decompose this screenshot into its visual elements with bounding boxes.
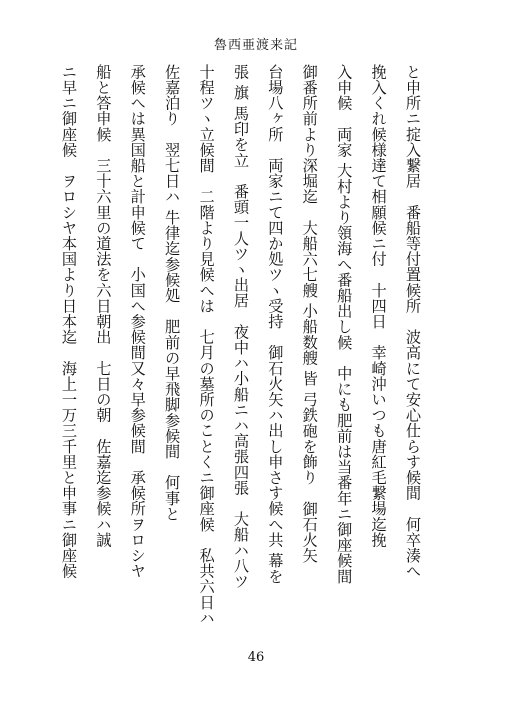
main-text-body bbox=[59, 64, 430, 626]
text-line: と申所ニ掟入繋居 番船等付置候所 波高にて安心仕らす候間 何卒湊へ bbox=[404, 64, 422, 579]
text-line: ニ早ニ御座候 ヲロシヤ本国より日本迄 海上一万三千里と申事ニ御座候 bbox=[59, 64, 78, 579]
text-line: 御番所前より深堀迄 大船六七艘 小船数艘 皆 弓鉄砲を飾り 御石火矢 bbox=[300, 64, 319, 564]
text-line: 承候へは異国船と計申候て 小国へ参候間又々早参候間 承候所ヲロシヤ bbox=[128, 64, 147, 579]
text-line: 十程ツヽ立候間 二階より見候へは 七月の墓所のことくニ御座候 私共六日ハ bbox=[197, 64, 216, 626]
page-number: 46 bbox=[247, 650, 265, 665]
page-title: 魯西亜渡来記 bbox=[213, 38, 298, 53]
text-line: 台場八ヶ所 両家ニて四か処ツヽ受持 御石火矢ハ出し申さす候へ共 幕を bbox=[266, 64, 285, 585]
text-line: 張 旗 馬印を立 番頭一人ツヽ出居 夜中ハ小船ニハ高張四張 大船ハ八ツ bbox=[231, 64, 250, 590]
text-line: 船と答申候 三十六里の道法を六日朝出 七日の朝 佐嘉迄参候ハ誠 bbox=[94, 64, 113, 548]
text-line: 佐嘉泊り 翌七日ハ 牛律迄参候処 肥前の早飛脚参候間 何事と bbox=[163, 64, 182, 522]
text-line: 挽入くれ候様達て相願候ニ付 十四日 幸崎沖いつも唐紅毛繋場迄挽 bbox=[369, 64, 388, 548]
text-line: 入申候 両家 大村より領海へ番船出し候 中にも肥前は当番年ニ御座候間 bbox=[335, 64, 354, 585]
